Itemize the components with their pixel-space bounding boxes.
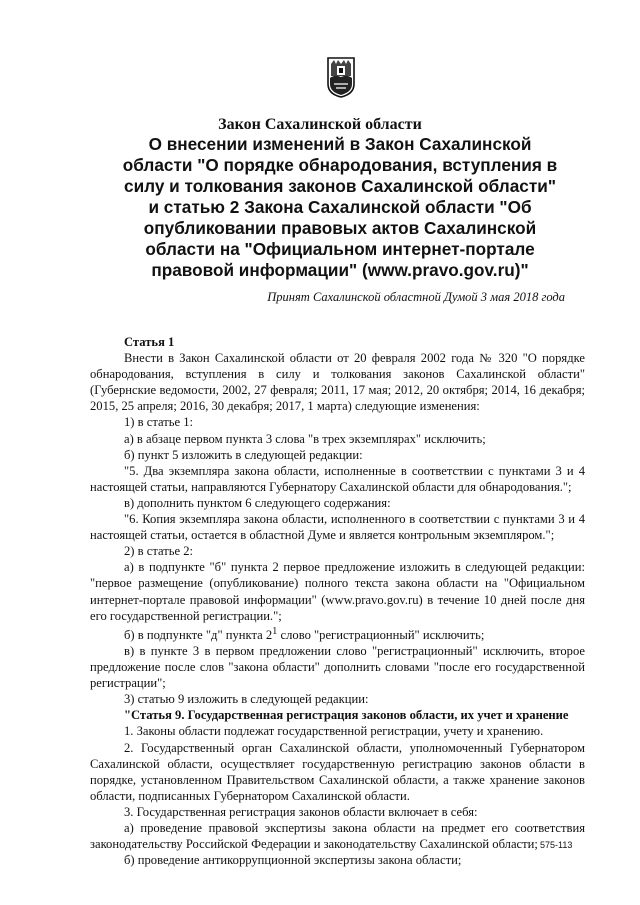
paragraph: "6. Копия экземпляра закона области, исполненного в соответствии с пунктами 3 и 4 настоящей статьи, остается в областной Думе и является контрольным экземпляром."; <box>90 512 585 543</box>
article-9-heading: "Статья 9. Государственная регистрация законов области, их учет и хранение <box>124 708 569 723</box>
document-body <box>90 334 585 868</box>
paragraph: а) в подпункте "б" пункта 2 первое предложение изложить в следующей редакции: "первое размещение (опубликование) полного текста закона области на "Официальном интернет-портале правовой информации" (www.pravo.gov.ru) в течение 10 дней после дня его государственной регистрации."; <box>90 560 585 623</box>
paragraph: в) в пункте 3 в первом предложении слово "регистрационный" исключить, второе предложение после слов "закона области" дополнить словами "после его государственной регистрации"; <box>90 643 585 691</box>
paragraph: 3) статью 9 изложить в следующей редакции: <box>124 692 369 707</box>
paragraph: 3. Государственная регистрация законов области включает в себя: <box>124 804 478 819</box>
paragraph <box>90 624 585 643</box>
paragraph: 1. Законы области подлежат государственной регистрации, учету и хранению. <box>124 724 544 739</box>
title-line: опубликовании правовых актов Сахалинской <box>143 218 537 238</box>
paragraph: 2) в статье 2: <box>124 544 194 559</box>
title-line: и статью 2 Закона Сахалинской области "Об <box>148 197 532 217</box>
paragraph: Внести в Закон Сахалинской области от 20 февраля 2002 года № 320 "О порядке обнародования, вступления в силу и толкования законов Сахалинской области" (Губернские ведомости, 2002, 27 февраля; 2011, 17 мая; 2012, 20 октября; 2014, 16 декабря; 2015, 25 апреля; 2016, 30 декабря; 2017, 1 марта) следующие изменения: <box>90 351 585 414</box>
document-code: 575-113 <box>540 840 573 850</box>
title-line: области "О порядке обнародования, вступления в <box>122 155 558 175</box>
adoption-note: Принят Сахалинской областной Думой 3 мая 2018 года <box>267 290 565 304</box>
paragraph: а) в абзаце первом пункта 3 слова "в трех экземплярах" исключить; <box>124 431 486 446</box>
paragraph: 1) в статье 1: <box>124 415 194 430</box>
title-line: О внесении изменений в Закон Сахалинской <box>148 134 532 154</box>
superscript: 1 <box>272 625 278 637</box>
region-law-heading: Закон Сахалинской области <box>218 116 422 133</box>
article-heading: Статья 1 <box>124 335 175 349</box>
paragraph: в) дополнить пунктом 6 следующего содержания: <box>124 495 391 510</box>
text-run: слово "регистрационный" исключить; <box>277 627 485 642</box>
paragraph: а) проведение правовой экспертизы закона области на предмет его соответствия законодательству Российской Федерации и законодательству Сахалинской области; <box>90 821 585 852</box>
title-line: силу и толкования законов Сахалинской области" <box>124 176 556 196</box>
document-title <box>100 134 580 281</box>
paragraph: 2. Государственный орган Сахалинской области, уполномоченный Губернатором Сахалинской области, осуществляет государственную регистрацию законов области в порядке, установленном Правительством Сахалинской области, а также хранение законов области, подписанных Губернатором Сахалинской области. <box>90 740 585 803</box>
paragraph: "5. Два экземпляра закона области, исполненные в соответствии с пунктами 3 и 4 настоящей статьи, направляются Губернатору Сахалинской области для обнародования."; <box>90 463 585 494</box>
paragraph: б) проведение антикоррупционной экспертизы закона области; <box>124 853 462 868</box>
coat-of-arms-icon <box>325 54 357 98</box>
text-run: б) в подпункте "д" пункта 2 <box>124 627 273 642</box>
title-line: области на "Официальном интернет-портале <box>145 239 535 259</box>
title-line: правовой информации" (www.pravo.gov.ru)" <box>151 260 529 280</box>
paragraph: б) пункт 5 изложить в следующей редакции: <box>124 447 363 462</box>
